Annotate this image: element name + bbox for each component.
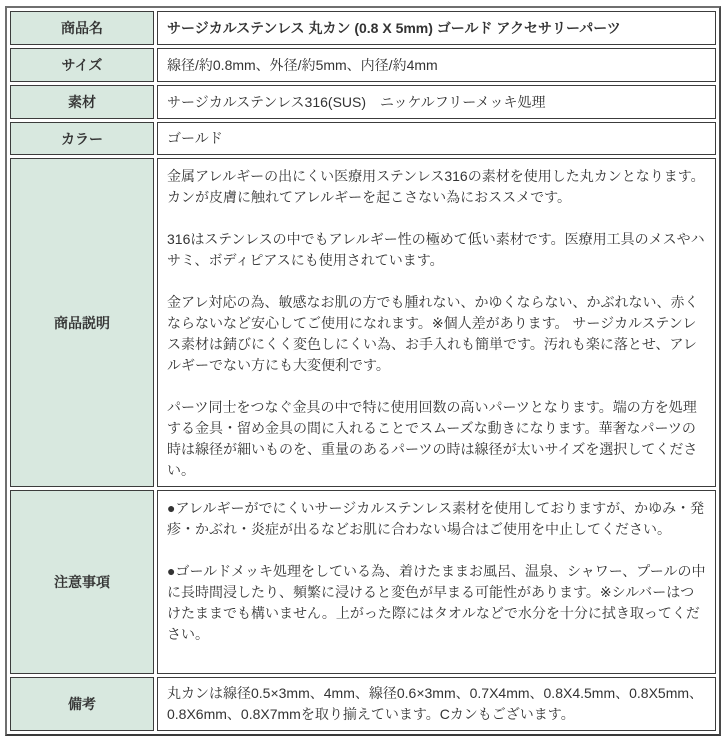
row-label-text: サイズ — [61, 57, 103, 73]
caution-paragraph: ●ゴールドメッキ処理をしている為、着けたままお風呂、温泉、シャワー、プールの中に長時間浸したり、頻繁に浸けると変色が早まる可能性があります。※シルバーはつけたままでも構いません。上がった際にはタオルなどで水分を十分に拭き取ってください。 — [167, 563, 706, 642]
row-label-color — [10, 122, 154, 155]
row-value-description — [157, 158, 716, 487]
caution-paragraph: ●アレルギーがでにくいサージカルステンレス素材を使用しておりますが、かゆみ・発疹・かぶれ・炎症が出るなどお肌に合わない場合はご使用を中止してください。 — [167, 500, 705, 537]
table-row-remarks — [10, 677, 716, 731]
description-paragraph: パーツ同士をつなぐ金具の中で特に使用回数の高いパーツとなります。端の方を処理する金具・留め金具の間に入れることでスムーズな動きになります。華奢なパーツの時は線径が細いものを、重量のあるパーツの時は線径が太いサイズを選択してください。 — [167, 399, 698, 478]
row-label-text: カラー — [61, 130, 103, 147]
row-label-text: 商品説明 — [54, 314, 110, 331]
table-row-material — [10, 85, 716, 119]
row-label-text: 注意事項 — [54, 574, 110, 590]
row-label-cautions — [10, 490, 154, 674]
row-value-remarks: 丸カンは線径0.5×3mm、4mm、線径0.6×3mm、0.7X4mm、0.8X4.5mm、0.8X5mm、0.8X6mm、0.8X7mmを取り揃えています。Cカンもございます。 — [157, 677, 716, 731]
row-label-product-name — [10, 11, 154, 45]
table-row-description — [10, 158, 716, 487]
description-paragraph: 金属アレルギーの出にくい医療用ステンレス316の素材を使用した丸カンとなります。カンが皮膚に触れてアレルギーを起こさない為におススメです。 — [167, 168, 705, 205]
row-label-text: 素材 — [68, 94, 96, 110]
row-label-remarks — [10, 677, 154, 731]
description-paragraph: 金アレ対応の為、敏感なお肌の方でも腫れない、かゆくならない、かぶれない、赤くならないなど安心してご使用になれます。※個人差があります。 サージカルステンレス素材は錆びにくく変色しにくい為、お手入れも簡単です。汚れも楽に落とせ、アレルギーでない方にも大変便利です。 — [167, 294, 699, 373]
table-row-color — [10, 122, 716, 155]
row-value-material: サージカルステンレス316(SUS) ニッケルフリーメッキ処理 — [157, 85, 716, 119]
row-value-product-name: サージカルステンレス 丸カン (0.8 X 5mm) ゴールド アクセサリーパーツ — [157, 11, 716, 45]
row-value-cautions — [157, 490, 716, 674]
table-row-cautions — [10, 490, 716, 674]
row-label-description — [10, 158, 154, 487]
row-label-text: 商品名 — [61, 20, 103, 36]
table-row-size — [10, 48, 716, 82]
row-label-text: 備考 — [68, 696, 96, 712]
row-label-size — [10, 48, 154, 82]
row-value-size: 線径/約0.8mm、外径/約5mm、内径/約4mm — [157, 48, 716, 82]
product-spec-table — [5, 6, 721, 736]
row-label-material — [10, 85, 154, 119]
table-row-product-name — [10, 11, 716, 45]
description-paragraph: 316はステンレスの中でもアレルギー性の極めて低い素材です。医療用工具のメスやハサミ、ボディピアスにも使用されています。 — [167, 231, 705, 268]
row-value-color: ゴールド — [157, 122, 716, 155]
